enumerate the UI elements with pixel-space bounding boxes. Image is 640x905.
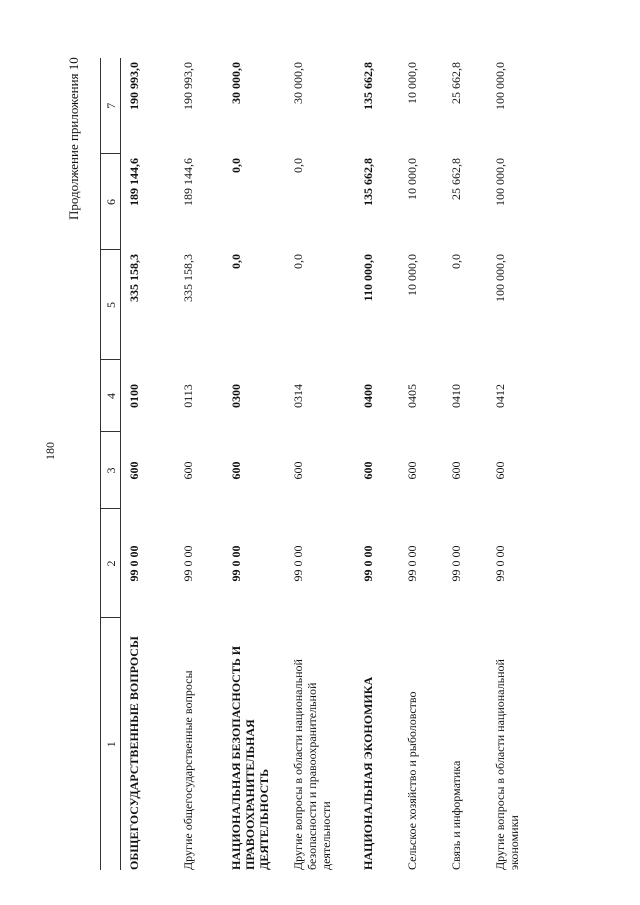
expense-type-cell: 600 — [448, 461, 463, 480]
column-header: 6 — [101, 154, 121, 250]
continuation-caption: Продолжение приложения 10 — [66, 57, 81, 220]
target-article-cell: 99 0 00 — [404, 545, 419, 582]
expense-type-cell: 600 — [290, 461, 305, 480]
target-article-cell: 99 0 00 — [127, 545, 141, 582]
row-name: Связь и информатика — [448, 760, 463, 870]
amount-cell-6: 0,0 — [290, 158, 305, 173]
amount-cell-7: 25 662,8 — [448, 62, 463, 104]
target-article-cell: 99 0 00 — [360, 545, 375, 582]
table-row — [121, 58, 175, 870]
table-row — [487, 58, 535, 870]
target-article-cell: 99 0 00 — [492, 545, 507, 582]
row-name: Другие общегосударственные вопросы — [180, 670, 195, 870]
amount-cell-7: 190 993,0 — [180, 62, 195, 110]
amount-cell-6: 0,0 — [228, 158, 243, 173]
column-header: 2 — [101, 509, 121, 618]
table-row — [285, 58, 355, 870]
amount-cell-5: 335 158,3 — [127, 254, 141, 302]
column-header: 3 — [101, 432, 121, 509]
amount-cell-6: 100 000,0 — [492, 158, 507, 206]
header-row — [101, 58, 121, 870]
section-code-cell: 0400 — [360, 384, 375, 408]
section-code-cell: 0412 — [492, 384, 507, 408]
expense-type-cell: 600 — [404, 461, 419, 480]
row-name: НАЦИОНАЛЬНАЯ ЭКОНОМИКА — [360, 676, 375, 870]
row-name: ОБЩЕГОСУДАРСТВЕННЫЕ ВОПРОСЫ — [127, 636, 141, 870]
amount-cell-7: 30 000,0 — [290, 62, 305, 104]
section-code-cell: 0405 — [404, 384, 419, 408]
row-name: Другие вопросы в области национальной безопасности и правоохранительной деятельности — [290, 659, 333, 870]
amount-cell-5: 335 158,3 — [180, 254, 195, 302]
expense-type-cell: 600 — [492, 461, 507, 480]
section-code-cell: 0113 — [180, 384, 195, 408]
row-name: Сельское хозяйство и рыболовство — [404, 691, 419, 870]
target-article-cell: 99 0 00 — [290, 545, 305, 582]
amount-cell-7: 30 000,0 — [228, 62, 243, 104]
section-code-cell: 0314 — [290, 384, 305, 408]
column-header: 7 — [101, 58, 121, 154]
amount-cell-6: 189 144,6 — [180, 158, 195, 206]
table-row — [355, 58, 399, 870]
amount-cell-5: 10 000,0 — [404, 254, 419, 296]
amount-cell-5: 0,0 — [290, 254, 305, 269]
amount-cell-6: 10 000,0 — [404, 158, 419, 200]
amount-cell-5: 0,0 — [228, 254, 243, 269]
section-code-cell: 0300 — [228, 384, 243, 408]
table-row — [399, 58, 443, 870]
table-row — [443, 58, 487, 870]
expense-type-cell: 600 — [127, 461, 141, 480]
column-header: 4 — [101, 360, 121, 432]
amount-cell-5: 0,0 — [448, 254, 463, 269]
column-header: 1 — [101, 618, 121, 870]
row-name: Другие вопросы в области национальной экономики — [492, 659, 521, 870]
amount-cell-7: 10 000,0 — [404, 62, 419, 104]
budget-table — [100, 58, 535, 870]
expense-type-cell: 600 — [360, 461, 375, 480]
amount-cell-7: 190 993,0 — [127, 62, 141, 110]
amount-cell-7: 100 000,0 — [492, 62, 507, 110]
expense-type-cell: 600 — [228, 461, 243, 480]
table-row — [223, 58, 285, 870]
section-code-cell: 0100 — [127, 384, 141, 408]
amount-cell-5: 110 000,0 — [360, 254, 375, 302]
page-number: 180 — [43, 442, 57, 460]
column-header: 5 — [101, 250, 121, 360]
amount-cell-6: 189 144,6 — [127, 158, 141, 206]
amount-cell-6: 135 662,8 — [360, 158, 375, 206]
expense-type-cell: 600 — [180, 461, 195, 480]
amount-cell-5: 100 000,0 — [492, 254, 507, 302]
section-code-cell: 0410 — [448, 384, 463, 408]
target-article-cell: 99 0 00 — [180, 545, 195, 582]
target-article-cell: 99 0 00 — [448, 545, 463, 582]
amount-cell-6: 25 662,8 — [448, 158, 463, 200]
row-name: НАЦИОНАЛЬНАЯ БЕЗОПАСНОСТЬ И ПРАВООХРАНИТЕЛЬНАЯ ДЕЯТЕЛЬНОСТЬ — [228, 645, 271, 870]
target-article-cell: 99 0 00 — [228, 545, 243, 582]
table-row — [175, 58, 223, 870]
amount-cell-7: 135 662,8 — [360, 62, 375, 110]
